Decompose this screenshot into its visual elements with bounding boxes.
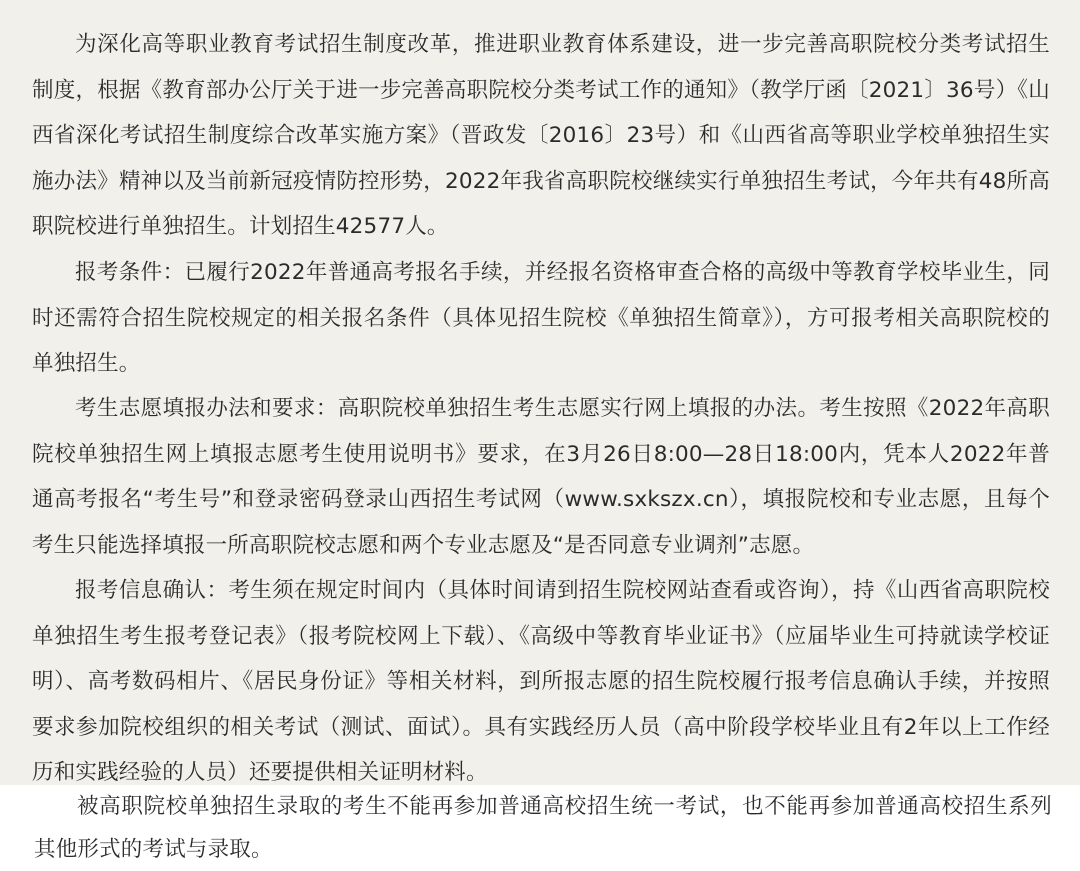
paragraph-eligibility: 报考条件：已履行2022年普通高考报名手续，并经报名资格审查合格的高级中等教育学校毕业生，同时还需符合招生院校规定的相关报名条件（具体见招生院校《单独招生简章》），方可报考相关高职院校的单独招生。 [32,260,1050,377]
paragraph-admission-notice: 被高职院校单独招生录取的考生不能再参加普通高校招生统一考试，也不能再参加普通高校招生系列其他形式的考试与录取。 [34,794,1052,862]
paragraph-confirmation: 报考信息确认：考生须在规定时间内（具体时间请到招生院校网站查看或咨询），持《山西省高职院校单独招生考生报考登记表》（报考院校网上下载）、《高级中等教育毕业证书》（应届毕业生可持就读学校证明）、高考数码相片、《居民身份证》等相关材料，到所报志愿的招生院校履行报考信息确认手续，并按照要求参加院校组织的相关考试（测试、面试）。具有实践经历人员（高中阶段学校毕业且有2年以上工作经历和实践经验的人员）还要提供相关证明材料。 [32,578,1050,786]
paragraph-intro: 为深化高等职业教育考试招生制度改革，推进职业教育体系建设，进一步完善高职院校分类考试招生制度，根据《教育部办公厅关于进一步完善高职院校分类考试工作的通知》（教学厅函〔2021〕36号）《山西省深化考试招生制度综合改革实施方案》（晋政发〔2016〕23号）和《山西省高等职业学校单独招生实施办法》精神以及当前新冠疫情防控形势，2022年我省高职院校继续实行单独招生考试，今年共有48所高职院校进行单独招生。计划招生42577人。 [32,32,1050,240]
paragraph-application: 考生志愿填报办法和要求：高职院校单独招生考生志愿实行网上填报的办法。考生按照《2022年高职院校单独招生网上填报志愿考生使用说明书》要求，在3月26日8:00—28日18:00内，凭本人2022年普通高考报名“考生号”和登录密码登录山西招生考试网（www.sxkszx.cn），填报院校和专业志愿，且每个考生只能选择填报一所高职院校志愿和两个专业志愿及“是否同意专业调剂”志愿。 [32,396,1050,558]
